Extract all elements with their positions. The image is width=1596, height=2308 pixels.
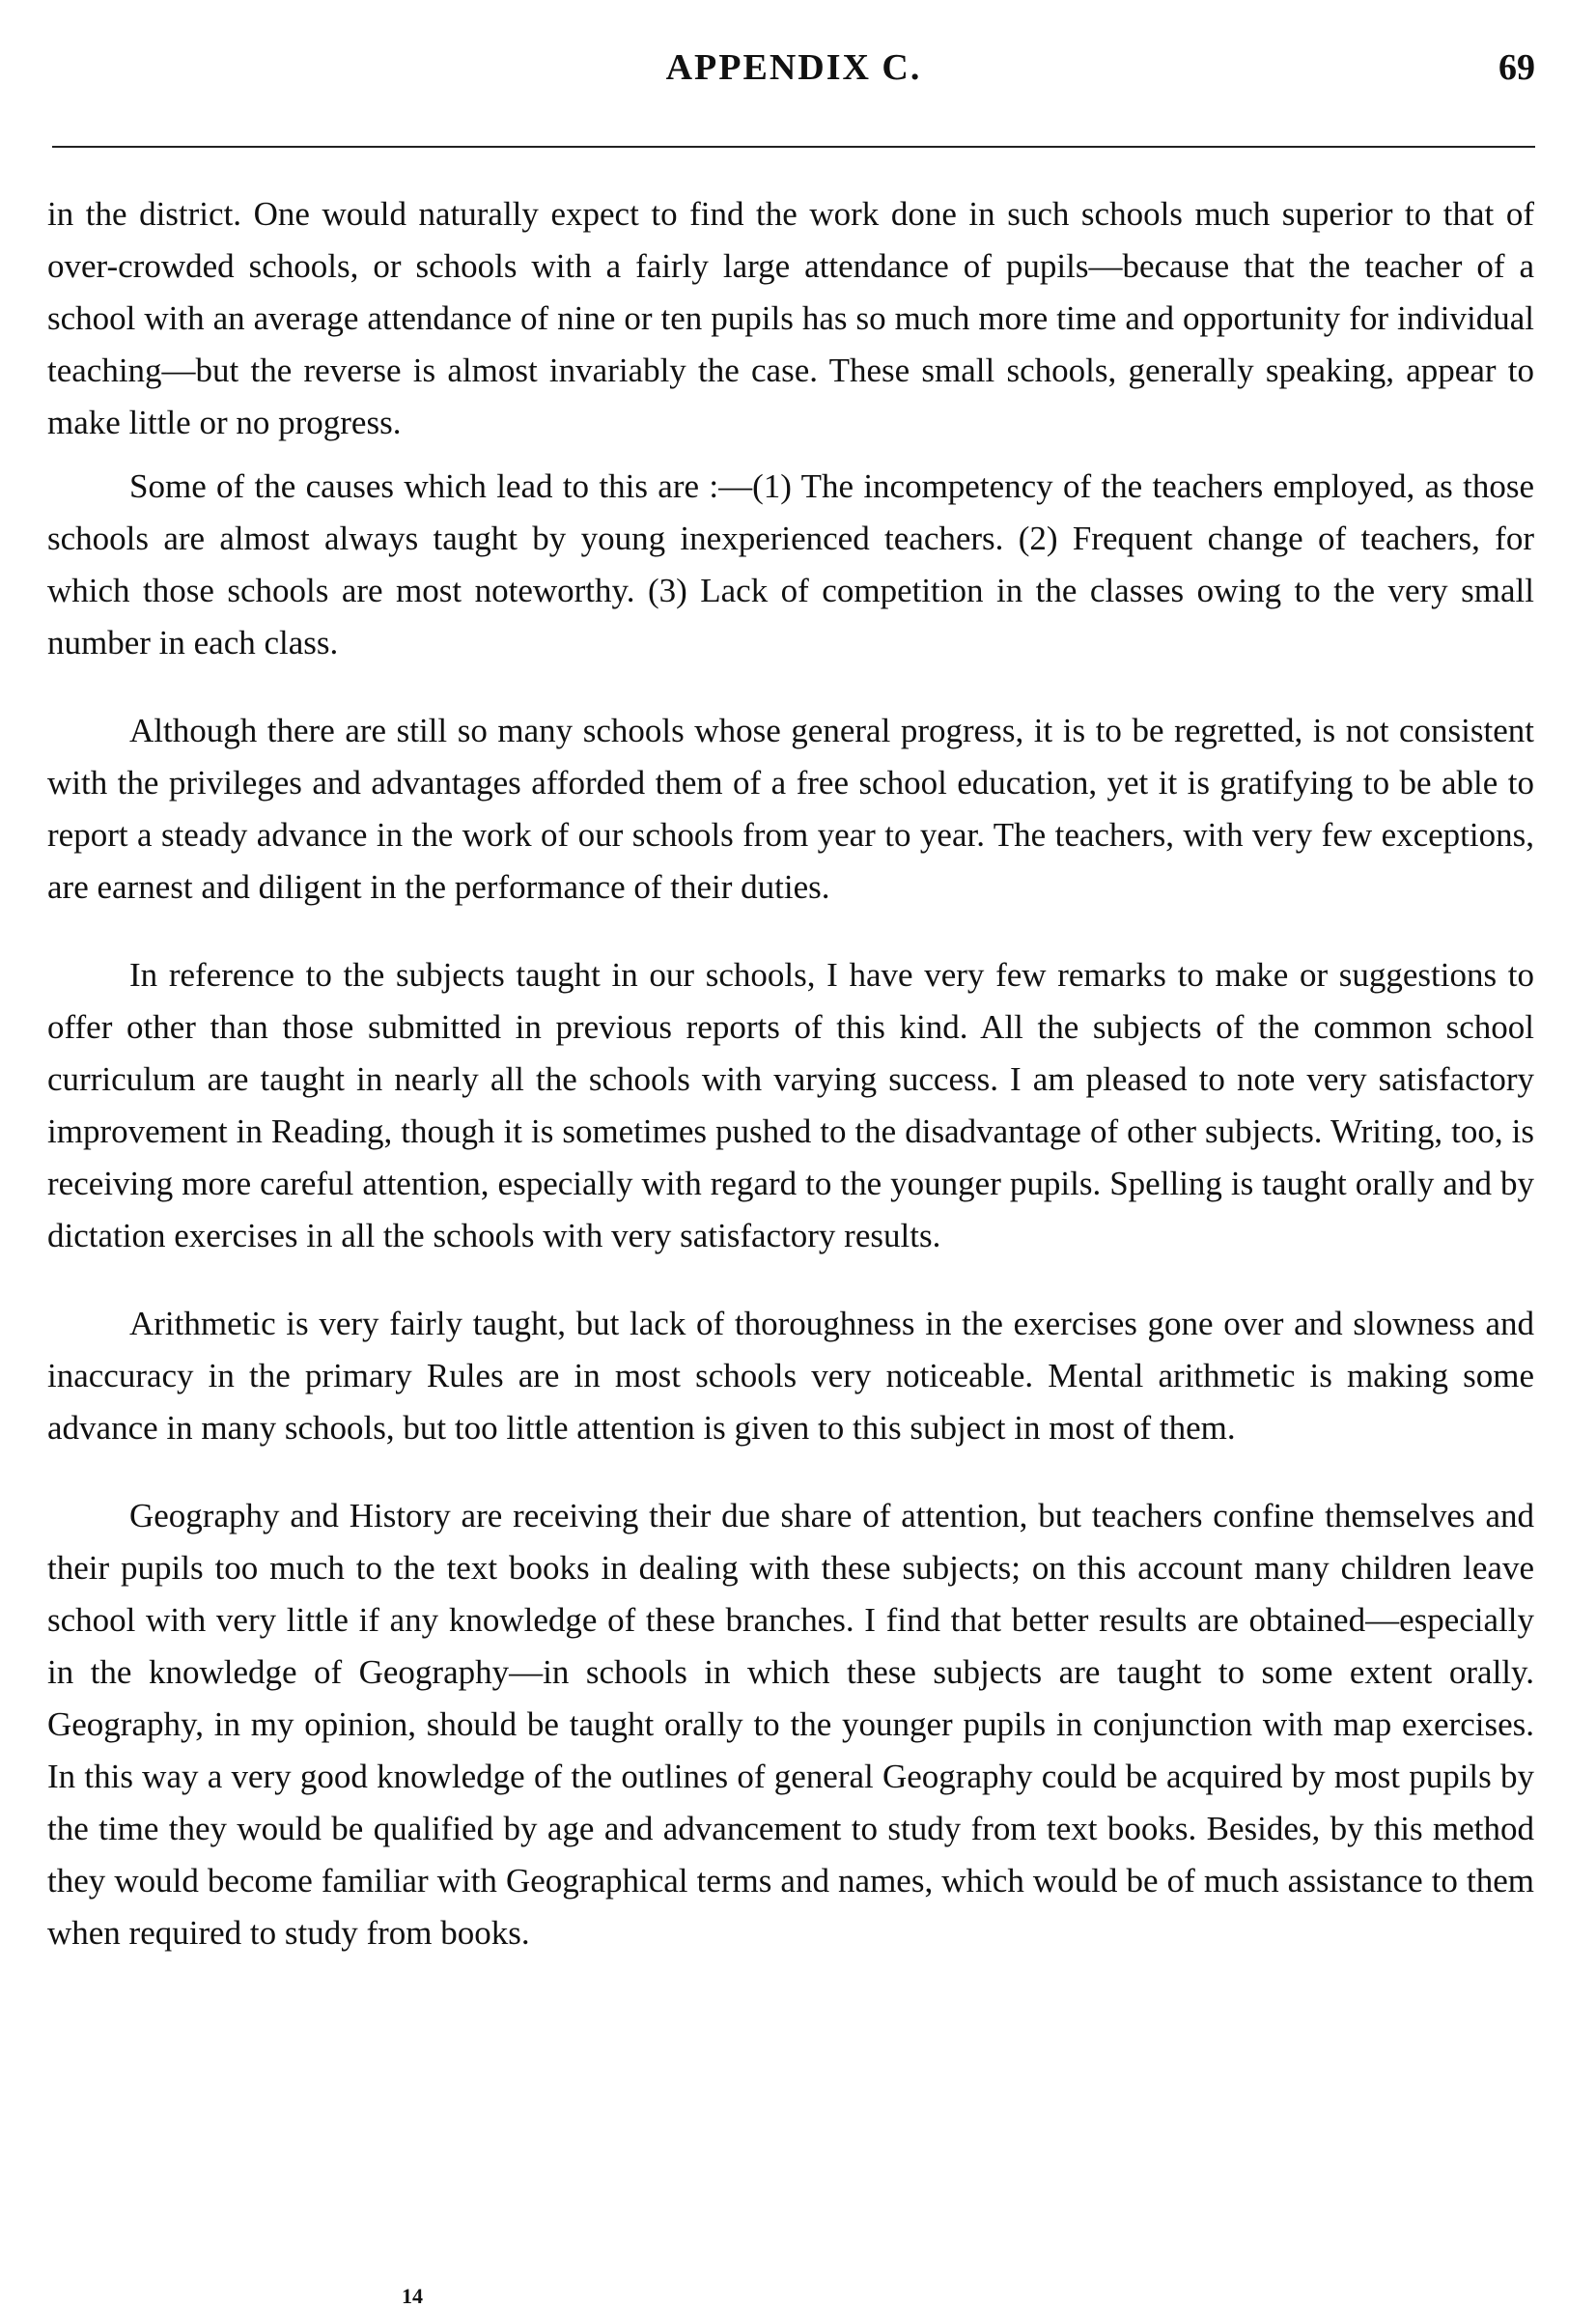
paragraph-2: Some of the causes which lead to this are :—(1) The incompetency of the teachers employed, as those schools are almost always taught by young inexperienced teachers. (2) Frequent change of teachers, for which those schools are most noteworthy. (3) Lack of competition in the classes owing to the very small number in each class. [47,467,1534,661]
signature-mark: 14 [402,2284,423,2308]
running-title: APPENDIX C. [665,47,922,88]
paragraph-4: In reference to the subjects taught in our schools, I have very few remarks to make or suggestions to offer other than those submitted in previous reports of this kind. All the subjects of the common school curriculum are taught in nearly all the schools with varying success. I am pleased to note very satisfactory improvement in Reading, though it is sometimes pushed to the disadvantage of other subjects. Writing, too, is receiving more careful attention, especially with regard to the younger pupils. Spelling is taught orally and by dictation exercises in all the schools with very satisfactory results. [47,956,1534,1254]
header-rule [52,146,1535,148]
paragraph-6: Geography and History are receiving their due share of attention, but teachers confine themselves and their pupils too much to the text books in dealing with these subjects; on this account many children leave school with very little if any knowledge of these branches. I find that better results are obtained—especially in the knowledge of Geography—in schools in which these subjects are taught to some extent orally. Geography, in my opinion, should be taught orally to the younger pupils in conjunction with map exercises. In this way a very good knowledge of the outlines of general Geography could be acquired by most pupils by the time they would be qualified by age and advancement to study from text books. Besides, by this method they would become familiar with Geographical terms and names, which would be of much assistance to them when required to study from books. [47,1497,1534,1952]
page-number: 69 [1498,47,1535,88]
paragraph-3: Although there are still so many schools whose general progress, it is to be regretted, is not consistent with the privileges and advantages afforded them of a free school education, yet it is gratifying to be able to report a steady advance in the work of our schools from year to year. The teachers, with very few exceptions, are earnest and diligent in the performance of their duties. [47,712,1534,906]
body-text [47,188,1534,1959]
paragraph-1: in the district. One would naturally expect to find the work done in such schools much superior to that of over-crowded schools, or schools with a fairly large attendance of pupils—because that the teacher of a school with an average attendance of nine or ten pupils has so much more time and opportunity for individual teaching—but the reverse is almost invariably the case. These small schools, generally speaking, appear to make little or no progress. [47,195,1534,441]
running-header [52,46,1535,104]
paragraph-5: Arithmetic is very fairly taught, but lack of thoroughness in the exercises gone over and slowness and inaccuracy in the primary Rules are in most schools very noticeable. Mental arithmetic is making some advance in many schools, but too little attention is given to this subject in most of them. [47,1305,1534,1447]
